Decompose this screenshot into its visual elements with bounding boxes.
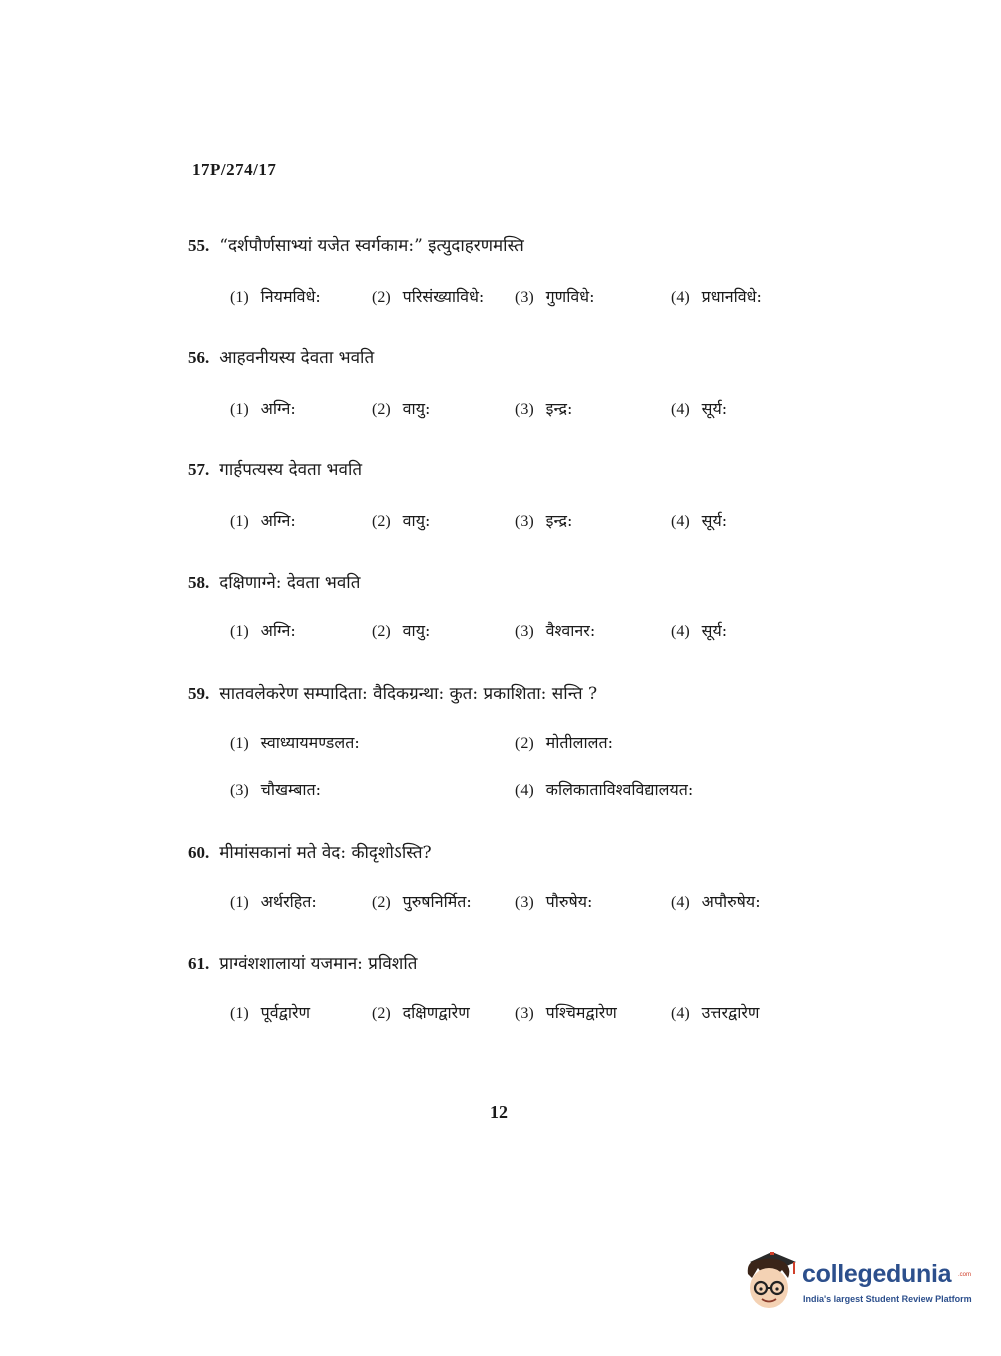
option-text: सूर्य: bbox=[701, 511, 728, 530]
option-number: (2) bbox=[372, 894, 391, 911]
question-number: 55. bbox=[188, 236, 210, 255]
option-text: मोतीलालत: bbox=[545, 733, 613, 752]
question-61 bbox=[188, 952, 417, 976]
option-text: स्वाध्यायमण्डलत: bbox=[260, 733, 360, 752]
option-number: (4) bbox=[671, 1005, 690, 1022]
collegedunia-logo bbox=[742, 1248, 972, 1318]
option-57-4 bbox=[671, 510, 727, 533]
option-number: (2) bbox=[372, 289, 391, 306]
option-59-4 bbox=[515, 779, 693, 802]
option-text: इन्द्र: bbox=[545, 511, 573, 530]
brand-tagline: India's largest Student Review Platform bbox=[803, 1294, 972, 1304]
option-number: (4) bbox=[671, 894, 690, 911]
question-59 bbox=[188, 682, 597, 706]
option-number: (2) bbox=[372, 1005, 391, 1022]
option-55-2 bbox=[372, 286, 484, 309]
question-text: आहवनीयस्य देवता भवति bbox=[219, 348, 375, 368]
option-text: वायु: bbox=[402, 621, 431, 640]
option-number: (1) bbox=[230, 289, 249, 306]
option-58-1 bbox=[230, 620, 296, 643]
option-56-1 bbox=[230, 398, 296, 421]
option-number: (4) bbox=[515, 782, 534, 799]
option-number: (4) bbox=[671, 513, 690, 530]
option-text: अग्नि: bbox=[260, 621, 296, 640]
option-text: इन्द्र: bbox=[545, 399, 573, 418]
option-57-3 bbox=[515, 510, 572, 533]
question-text: मीमांसकानां मते वेद: कीदृशोऽस्ति? bbox=[219, 843, 432, 863]
option-number: (4) bbox=[671, 401, 690, 418]
option-text: दक्षिणद्वारेण bbox=[402, 1003, 470, 1022]
option-56-4 bbox=[671, 398, 727, 421]
option-text: नियमविधे: bbox=[260, 287, 321, 306]
option-text: पश्चिमद्वारेण bbox=[545, 1003, 617, 1022]
option-text: कलिकाताविश्वविद्यालयत: bbox=[545, 780, 694, 799]
option-text: वायु: bbox=[402, 511, 431, 530]
page-number: 12 bbox=[490, 1102, 508, 1122]
option-55-3 bbox=[515, 286, 595, 309]
option-number: (1) bbox=[230, 513, 249, 530]
question-number: 58. bbox=[188, 573, 210, 592]
question-text: “दर्शपौर्णसाभ्यां यजेत स्वर्गकाम:” इत्युदाहरणमस्ति bbox=[219, 236, 524, 256]
question-58 bbox=[188, 571, 360, 595]
option-text: परिसंख्याविधे: bbox=[402, 287, 485, 306]
option-61-2 bbox=[372, 1002, 470, 1025]
option-number: (2) bbox=[515, 735, 534, 752]
option-text: अर्थरहित: bbox=[260, 892, 317, 911]
question-56 bbox=[188, 346, 374, 370]
option-55-4 bbox=[671, 286, 762, 309]
option-number: (3) bbox=[515, 513, 534, 530]
question-number: 56. bbox=[188, 348, 210, 367]
option-number: (1) bbox=[230, 401, 249, 418]
option-58-4 bbox=[671, 620, 727, 643]
option-number: (4) bbox=[671, 289, 690, 306]
option-number: (4) bbox=[671, 623, 690, 640]
option-text: गुणविधे: bbox=[545, 287, 595, 306]
question-number: 61. bbox=[188, 954, 210, 973]
option-number: (3) bbox=[515, 623, 534, 640]
option-number: (2) bbox=[372, 513, 391, 530]
option-60-3 bbox=[515, 891, 592, 914]
option-text: अपौरुषेय: bbox=[701, 892, 761, 911]
option-number: (3) bbox=[515, 289, 534, 306]
option-text: पूर्वद्वारेण bbox=[260, 1003, 311, 1022]
option-60-1 bbox=[230, 891, 317, 914]
option-text: पुरुषनिर्मित: bbox=[402, 892, 472, 911]
option-number: (3) bbox=[515, 1005, 534, 1022]
option-text: सूर्य: bbox=[701, 399, 728, 418]
option-56-3 bbox=[515, 398, 572, 421]
option-58-3 bbox=[515, 620, 595, 643]
option-57-2 bbox=[372, 510, 430, 533]
option-59-3 bbox=[230, 779, 321, 802]
option-text: सूर्य: bbox=[701, 621, 728, 640]
option-number: (2) bbox=[372, 623, 391, 640]
option-60-4 bbox=[671, 891, 761, 914]
option-56-2 bbox=[372, 398, 430, 421]
option-text: अग्नि: bbox=[260, 511, 296, 530]
option-text: उत्तरद्वारेण bbox=[701, 1003, 760, 1022]
option-number: (1) bbox=[230, 623, 249, 640]
option-57-1 bbox=[230, 510, 296, 533]
option-text: चौखम्बात: bbox=[260, 780, 322, 799]
question-number: 59. bbox=[188, 684, 210, 703]
question-text: दक्षिणाग्ने: देवता भवति bbox=[219, 573, 361, 593]
question-60 bbox=[188, 841, 432, 865]
option-59-2 bbox=[515, 732, 613, 755]
option-number: (3) bbox=[515, 401, 534, 418]
question-text: गार्हपत्यस्य देवता भवति bbox=[219, 460, 363, 480]
option-61-4 bbox=[671, 1002, 759, 1025]
brand-suffix: .com bbox=[958, 1272, 972, 1278]
option-number: (1) bbox=[230, 735, 249, 752]
question-55 bbox=[188, 234, 524, 258]
option-text: प्रधानविधे: bbox=[701, 287, 762, 306]
option-number: (1) bbox=[230, 894, 249, 911]
mascot-icon bbox=[742, 1248, 800, 1312]
option-text: अग्नि: bbox=[260, 399, 296, 418]
option-61-1 bbox=[230, 1002, 310, 1025]
question-57 bbox=[188, 458, 362, 482]
option-60-2 bbox=[372, 891, 472, 914]
option-58-2 bbox=[372, 620, 430, 643]
paper-code: 17P/274/17 bbox=[192, 160, 277, 179]
question-text: सातवलेकरेण सम्पादिता: वैदिकग्रन्था: कुत: प्रकाशिता: सन्ति ? bbox=[219, 684, 598, 704]
option-text: वायु: bbox=[402, 399, 431, 418]
option-59-1 bbox=[230, 732, 360, 755]
option-number: (3) bbox=[515, 894, 534, 911]
brand-name: collegedunia bbox=[802, 1260, 952, 1288]
question-text: प्राग्वंशशालायां यजमान: प्रविशति bbox=[219, 954, 418, 974]
question-number: 57. bbox=[188, 460, 210, 479]
option-text: वैश्वानर: bbox=[545, 621, 596, 640]
question-number: 60. bbox=[188, 843, 210, 862]
option-number: (3) bbox=[230, 782, 249, 799]
option-number: (2) bbox=[372, 401, 391, 418]
option-text: पौरुषेय: bbox=[545, 892, 593, 911]
option-55-1 bbox=[230, 286, 321, 309]
option-61-3 bbox=[515, 1002, 617, 1025]
option-number: (1) bbox=[230, 1005, 249, 1022]
